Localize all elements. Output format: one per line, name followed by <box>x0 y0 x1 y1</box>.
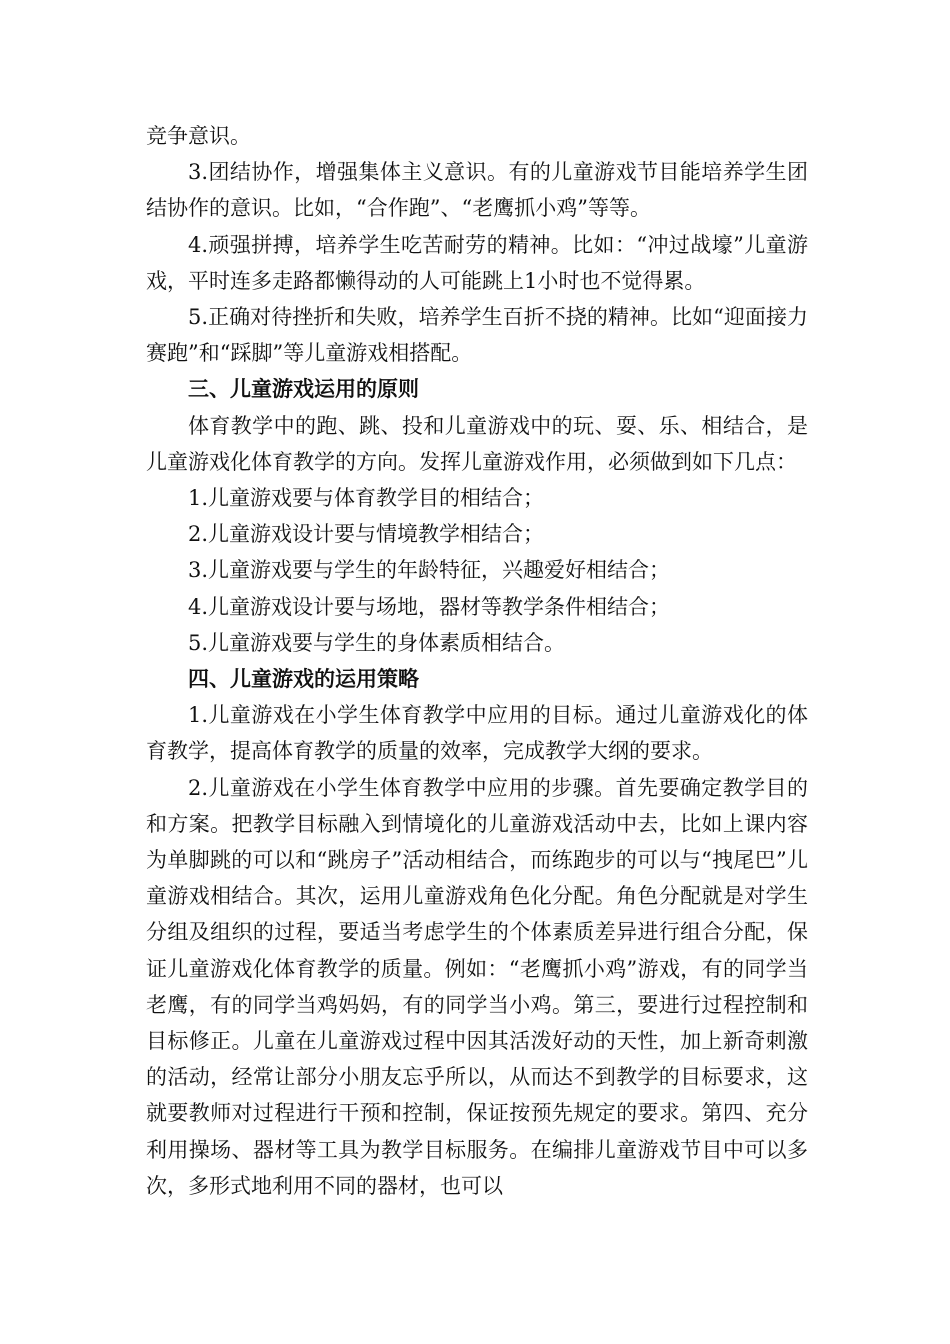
list-item-principle-2: 2.儿童游戏设计要与情境教学相结合； <box>188 522 545 547</box>
paragraph-strategy-1-goal: 1.儿童游戏在小学生体育教学中应用的目标。通过儿童游戏化的体育教学，提高体育教学的质量的效率，完成教学大纲的要求。 <box>146 703 808 764</box>
paragraph-item-5-setbacks: 5.正确对待挫折和失败，培养学生百折不挠的精神。比如“迎面接力赛跑”和“踩脚”等儿童游戏相搭配。 <box>146 305 808 366</box>
section-heading-strategies: 四、儿童游戏的运用策略 <box>188 667 419 692</box>
list-item-principle-4: 4.儿童游戏设计要与场地，器材等教学条件相结合； <box>188 594 671 619</box>
paragraph-item-3-unity: 3.团结协作，增强集体主义意识。有的儿童游戏节目能培养学生团结协作的意识。比如，“合作跑”、“老鹰抓小鸡”等等。 <box>146 160 808 221</box>
list-item-principle-5: 5.儿童游戏要与学生的身体素质相结合。 <box>188 630 566 655</box>
document-body <box>146 118 808 1204</box>
paragraph-item-4-perseverance: 4.顽强拼搏，培养学生吃苦耐劳的精神。比如：“冲过战壕”儿童游戏，平时连多走路都懒得动的人可能跳上1小时也不觉得累。 <box>146 232 808 293</box>
list-item-principle-3: 3.儿童游戏要与学生的年龄特征，兴趣爱好相结合； <box>188 558 671 583</box>
paragraph-principles-intro: 体育教学中的跑、跳、投和儿童游戏中的玩、耍、乐、相结合，是儿童游戏化体育教学的方向。发挥儿童游戏作用，必须做到如下几点： <box>146 413 808 474</box>
paragraph-continuation: 竞争意识。 <box>146 124 251 148</box>
paragraph-strategy-2-steps: 2.儿童游戏在小学生体育教学中应用的步骤。首先要确定教学目的和方案。把教学目标融入到情境化的儿童游戏活动中去，比如上课内容为单脚跳的可以和“跳房子”活动相结合，而练跑步的可以与“拽尾巴”儿童游戏相结合。其次，运用儿童游戏角色化分配。角色分配就是对学生分组及组织的过程，要适当考虑学生的个体素质差异进行组合分配，保证儿童游戏化体育教学的质量。例如：“老鹰抓小鸡”游戏，有的同学当老鹰，有的同学当鸡妈妈，有的同学当小鸡。第三，要进行过程控制和目标修正。儿童在儿童游戏过程中因其活泼好动的天性，加上新奇刺激的活动，经常让部分小朋友忘乎所以，从而达不到教学的目标要求，这就要教师对过程进行干预和控制，保证按预先规定的要求。第四、充分利用操场、器材等工具为教学目标服务。在编排儿童游戏节目中可以多次，多形式地利用不同的器材，也可以 <box>146 775 808 1198</box>
list-item-principle-1: 1.儿童游戏要与体育教学目的相结合； <box>188 486 545 511</box>
section-heading-principles: 三、儿童游戏运用的原则 <box>188 377 419 402</box>
